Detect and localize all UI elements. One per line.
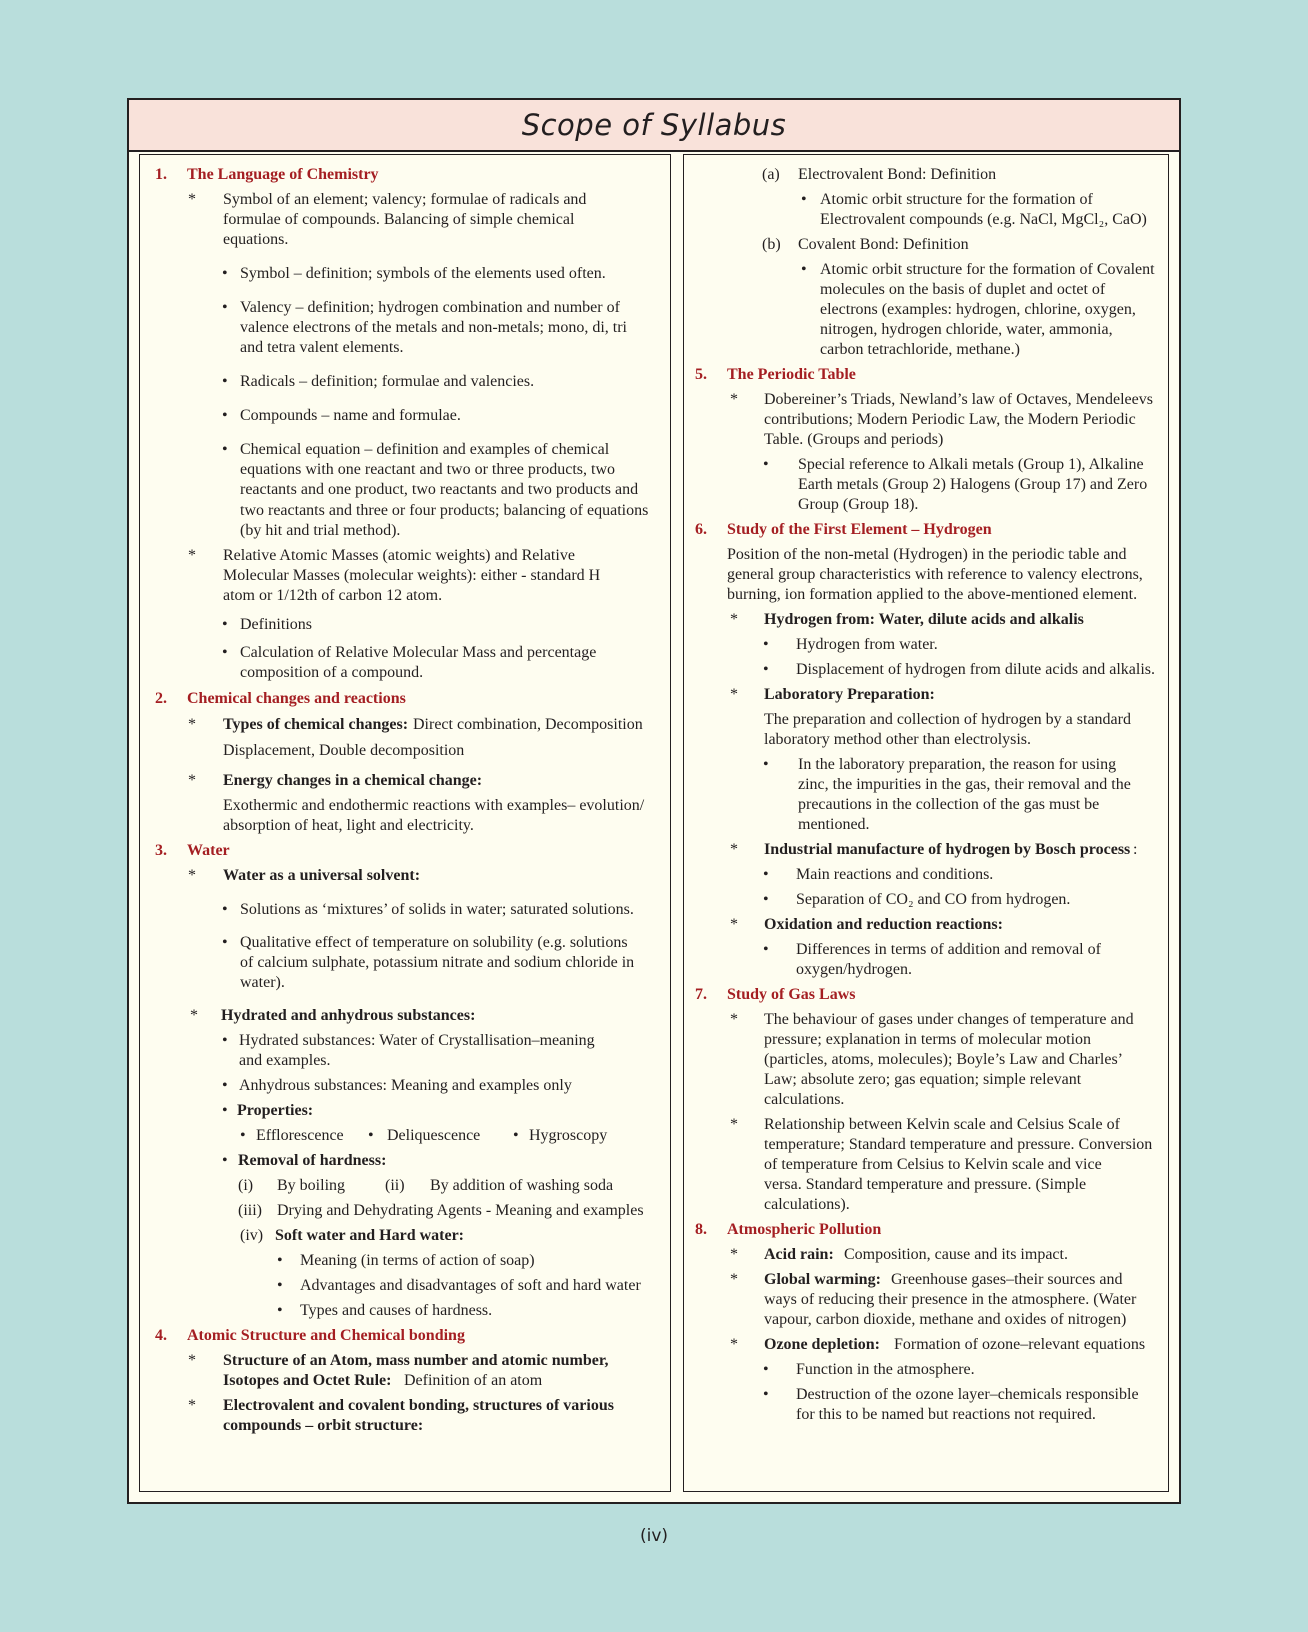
right-asterisk-icon: * — [730, 1116, 738, 1133]
right-bold-heading: Global warming: — [764, 1271, 881, 1288]
right-text-line: In the laboratory preparation, the reason for using — [798, 756, 1117, 773]
right-text-line: mentioned. — [798, 816, 870, 833]
left-asterisk-icon: * — [188, 191, 196, 208]
left-asterisk-icon: * — [188, 772, 196, 789]
right-text-line: Hydrogen from water. — [796, 636, 938, 653]
right-text-line: general group characteristics with reference to valency electrons, — [727, 566, 1143, 583]
right-bullet-icon: • — [763, 941, 769, 958]
left-text-line: Displacement, Double decomposition — [223, 742, 465, 759]
right-text-line: zinc, the impurities in the gas, their removal and the — [798, 776, 1131, 793]
right-section-heading: Study of the First Element – Hydrogen — [727, 521, 992, 538]
left-bullet-icon: • — [222, 441, 228, 458]
right-text-line: The behaviour of gases under changes of temperature and — [764, 1011, 1134, 1028]
right-bold-heading: Acid rain: — [764, 1246, 834, 1263]
left-text-line: Qualitative effect of temperature on solubility (e.g. solutions — [240, 934, 628, 951]
right-asterisk-icon: * — [730, 1336, 738, 1353]
left-asterisk-icon: * — [188, 867, 196, 884]
right-asterisk-icon: * — [730, 686, 738, 703]
right-text-line: Greenhouse gases–their sources and — [891, 1271, 1123, 1288]
right-text-line: Differences in terms of addition and removal of — [796, 941, 1101, 958]
left-text-line: Molecular Masses (molecular weights): either - standard H — [223, 567, 601, 584]
left-asterisk-icon: * — [188, 1397, 196, 1414]
left-section-heading: Atomic Structure and Chemical bonding — [187, 1327, 465, 1344]
left-section-heading: The Language of Chemistry — [187, 166, 379, 183]
left-section-heading: 1. — [155, 166, 167, 183]
right-text-line: carbon tetrachloride, methane.) — [820, 341, 1020, 358]
left-text-line: (iv) — [240, 1227, 264, 1244]
right-text-line: ways of reducing their presence in the atmosphere. (Water — [764, 1291, 1137, 1308]
right-text-line: The preparation and collection of hydrogen by a standard — [764, 711, 1131, 728]
right-bullet-icon: • — [763, 1361, 769, 1378]
left-text-line: atom or 1/12th of carbon 12 atom. — [223, 587, 443, 604]
left-text-line: Relative Atomic Masses (atomic weights) and Relative — [223, 547, 575, 564]
left-section-heading: 3. — [155, 842, 167, 859]
left-bullet-icon: • — [222, 265, 228, 282]
right-text-line: Displacement of hydrogen from dilute acids and alkalis. — [796, 661, 1156, 678]
right-bullet-icon: • — [763, 756, 769, 773]
left-asterisk-icon: * — [190, 1007, 198, 1024]
right-column-content — [684, 155, 1168, 1491]
left-text-line: Hygroscopy — [529, 1127, 608, 1144]
right-text-line: Composition, cause and its impact. — [844, 1246, 1068, 1263]
left-column-content — [140, 155, 670, 1491]
right-text-line: calculations). — [764, 1196, 850, 1213]
right-text-line: Covalent Bond: Definition — [798, 236, 969, 253]
right-bullet-icon: • — [763, 866, 769, 883]
right-text-line: oxygen/hydrogen. — [796, 961, 912, 978]
left-bold-heading: Soft water and Hard water: — [275, 1227, 465, 1244]
left-text-line: (iii) — [238, 1202, 262, 1219]
left-text-line: Chemical equation – definition and examples of chemical — [240, 441, 610, 458]
left-bullet-icon: • — [222, 901, 228, 918]
right-text-line: contributions; Modern Periodic Law, the Modern Periodic — [764, 411, 1136, 428]
right-text-line: (a) — [762, 166, 780, 183]
right-bold-heading: Laboratory Preparation: — [764, 686, 935, 703]
left-bold-heading: Types of chemical changes: — [223, 716, 409, 733]
right-text-line: Destruction of the ozone layer–chemicals responsible — [796, 1386, 1139, 1403]
right-section-heading: Atmospheric Pollution — [727, 1221, 882, 1238]
left-text-line: Symbol – definition; symbols of the elements used often. — [240, 265, 606, 282]
right-text-line: vapour, carbon dioxide, methane and oxides of nitrogen) — [764, 1311, 1127, 1328]
right-asterisk-icon: * — [730, 611, 738, 628]
left-bold-heading: Hydrated and anhydrous substances: — [221, 1007, 476, 1024]
left-column — [139, 154, 671, 1492]
left-bullet-icon: • — [368, 1127, 374, 1144]
title-bar — [129, 100, 1179, 152]
right-text-line: precautions in the collection of the gas must be — [798, 796, 1100, 813]
left-text-line: Types and causes of hardness. — [300, 1302, 493, 1319]
left-section-heading: Chemical changes and reactions — [187, 690, 406, 707]
left-text-line: Hydrated substances: Water of Crystallisation–meaning — [239, 1032, 595, 1049]
left-bullet-icon: • — [277, 1277, 283, 1294]
left-text-line: equations with one reactant and two or three products, two — [240, 461, 615, 478]
right-asterisk-icon: * — [730, 916, 738, 933]
left-text-line: valence electrons of the metals and non-metals; mono, di, tri — [240, 319, 627, 336]
right-asterisk-icon: * — [730, 1246, 738, 1263]
left-text-line: (ii) — [385, 1177, 405, 1194]
left-bold-heading: Removal of hardness: — [238, 1152, 387, 1169]
left-text-line: (by hit and trial method). — [240, 522, 401, 539]
right-text-line: calculations. — [764, 1091, 845, 1108]
left-text-line: Advantages and disadvantages of soft and hard water — [300, 1277, 641, 1294]
right-text-line: temperature; Standard temperature and pressure. Conversion — [764, 1136, 1153, 1153]
left-text-line: Exothermic and endothermic reactions with examples– evolution/ — [223, 797, 645, 814]
right-text-line: Relationship between Kelvin scale and Celsius Scale of — [764, 1116, 1120, 1133]
left-text-line: Direct combination, Decomposition — [413, 716, 643, 733]
right-text-line: for this to be named but reactions not required. — [796, 1406, 1096, 1423]
left-bullet-icon: • — [222, 407, 228, 424]
right-bullet-icon: • — [763, 636, 769, 653]
right-bold-heading: Hydrogen from: Water, dilute acids and alkalis — [764, 611, 1084, 628]
left-asterisk-icon: * — [188, 547, 196, 564]
right-bold-heading: Ozone depletion: — [764, 1336, 880, 1353]
right-bullet-icon: • — [763, 661, 769, 678]
left-section-heading: 2. — [155, 690, 167, 707]
left-text-line: Drying and Dehydrating Agents - Meaning and examples — [277, 1202, 644, 1219]
right-section-heading: 6. — [695, 521, 707, 538]
right-text-line: of temperature from Celsius to Kelvin scale and vice — [764, 1156, 1102, 1173]
left-bold-heading: Isotopes and Octet Rule: — [223, 1372, 392, 1389]
left-text-line: Symbol of an element; valency; formulae of radicals and — [223, 191, 587, 208]
right-text-line: Main reactions and conditions. — [796, 866, 994, 883]
left-text-line: Anhydrous substances: Meaning and examples only — [239, 1077, 572, 1094]
left-bullet-icon: • — [222, 1102, 228, 1119]
right-asterisk-icon: * — [730, 1271, 738, 1288]
left-text-line: Compounds – name and formulae. — [240, 407, 461, 424]
page-title: Scope of Syllabus — [521, 108, 787, 142]
right-text-line: Special reference to Alkali metals (Group 1), Alkaline — [798, 456, 1144, 473]
left-bullet-icon: • — [222, 934, 228, 951]
left-bullet-icon: • — [222, 644, 228, 661]
right-text-line: : — [1133, 841, 1138, 858]
left-text-line: By boiling — [277, 1177, 346, 1194]
left-section-heading: Water — [187, 842, 230, 859]
left-text-line: Deliquescence — [387, 1127, 481, 1144]
left-text-line: (i) — [238, 1177, 254, 1194]
left-text-line: of calcium sulphate, potassium nitrate and sodium chloride in — [240, 954, 635, 971]
right-section-heading: Study of Gas Laws — [727, 986, 856, 1003]
right-text-line: Atomic orbit structure for the formation of Covalent — [820, 261, 1155, 278]
right-text-line: laboratory method other than electrolysis. — [764, 731, 1032, 748]
left-bold-heading: Structure of an Atom, mass number and atomic number, — [223, 1352, 609, 1369]
left-bold-heading: Properties: — [237, 1102, 314, 1119]
right-text-line: (b) — [762, 236, 781, 253]
right-asterisk-icon: * — [730, 841, 738, 858]
right-text-line: Electrovalent Bond: Definition — [798, 166, 997, 183]
right-text-line: molecules on the basis of duplet and octet of — [820, 281, 1106, 298]
right-bullet-icon: • — [801, 261, 807, 278]
right-section-heading: The Periodic Table — [727, 366, 856, 383]
right-text-line: Function in the atmosphere. — [796, 1361, 975, 1378]
left-bullet-icon: • — [222, 299, 228, 316]
left-text-line: equations. — [223, 231, 289, 248]
right-text-line: Law; absolute zero; gas equation; simple relevant — [764, 1071, 1082, 1088]
left-text-line: Definition of an atom — [404, 1372, 543, 1389]
right-column — [683, 154, 1169, 1492]
left-text-line: Radicals – definition; formulae and valencies. — [240, 373, 535, 390]
right-text-line: Separation of CO₂ and CO from hydrogen. — [796, 891, 1071, 908]
right-section-heading: 7. — [695, 986, 707, 1003]
left-bold-heading: Electrovalent and covalent bonding, structures of various — [223, 1397, 614, 1414]
left-text-line: water). — [240, 974, 285, 991]
right-asterisk-icon: * — [730, 391, 738, 408]
right-text-line: (particles, atoms, molecules); Boyle’s Law and Charles’ — [764, 1051, 1124, 1068]
left-text-line: reactants and one product, two reactants and two products and — [240, 481, 639, 498]
left-text-line: and examples. — [239, 1052, 331, 1069]
right-text-line: Formation of ozone–relevant equations — [894, 1336, 1146, 1353]
left-text-line: Valency – definition; hydrogen combination and number of — [240, 299, 620, 316]
left-bold-heading: compounds – orbit structure: — [223, 1417, 424, 1434]
left-text-line: Meaning (in terms of action of soap) — [300, 1252, 535, 1269]
right-text-line: versa. Standard temperature and pressure. (Simple — [764, 1176, 1087, 1193]
right-text-line: Earth metals (Group 2) Halogens (Group 17) and Zero — [798, 476, 1148, 493]
right-bold-heading: Industrial manufacture of hydrogen by Bosch process — [764, 841, 1131, 858]
right-text-line: Table. (Groups and periods) — [764, 431, 944, 448]
right-bold-heading: Oxidation and reduction reactions: — [764, 916, 1003, 933]
right-bullet-icon: • — [763, 1386, 769, 1403]
right-bullet-icon: • — [763, 456, 769, 473]
page-number: (iv) — [639, 1526, 669, 1546]
left-bullet-icon: • — [222, 1077, 228, 1094]
left-bullet-icon: • — [222, 373, 228, 390]
left-asterisk-icon: * — [188, 716, 196, 733]
right-text-line: burning, ion formation applied to the above-mentioned element. — [727, 586, 1138, 603]
right-section-heading: 8. — [695, 1221, 707, 1238]
right-text-line: Atomic orbit structure for the formation of — [820, 191, 1093, 208]
left-bullet-icon: • — [277, 1252, 283, 1269]
left-bullet-icon: • — [222, 616, 228, 633]
left-bullet-icon: • — [513, 1127, 519, 1144]
left-text-line: two reactants and three or four products; balancing of equations — [240, 502, 649, 519]
left-bullet-icon: • — [222, 1152, 228, 1169]
right-text-line: Group (Group 18). — [798, 496, 919, 513]
left-section-heading: 4. — [155, 1327, 167, 1344]
left-text-line: formulae of compounds. Balancing of simple chemical — [223, 211, 575, 228]
left-bullet-icon: • — [240, 1127, 246, 1144]
right-bullet-icon: • — [763, 891, 769, 908]
right-bullet-icon: • — [801, 191, 807, 208]
right-text-line: nitrogen, hydrogen chloride, water, ammonia, — [820, 321, 1113, 338]
right-asterisk-icon: * — [730, 1011, 738, 1028]
left-bold-heading: Water as a universal solvent: — [223, 867, 421, 884]
left-text-line: Efflorescence — [256, 1127, 344, 1144]
left-text-line: composition of a compound. — [240, 664, 424, 681]
right-text-line: electrons (examples: hydrogen, chlorine, oxygen, — [820, 301, 1136, 318]
left-asterisk-icon: * — [188, 1352, 196, 1369]
syllabus-frame — [127, 98, 1181, 1504]
right-section-heading: 5. — [695, 366, 707, 383]
left-bullet-icon: • — [222, 1032, 228, 1049]
left-bullet-icon: • — [277, 1302, 283, 1319]
right-text-line: Position of the non-metal (Hydrogen) in the periodic table and — [727, 546, 1127, 563]
right-text-line: Electrovalent compounds (e.g. NaCl, MgCl₂, CaO) — [820, 211, 1147, 228]
left-text-line: Solutions as ‘mixtures’ of solids in water; saturated solutions. — [240, 901, 634, 918]
left-text-line: absorption of heat, light and electricity. — [223, 817, 474, 834]
right-text-line: Dobereiner’s Triads, Newland’s law of Octaves, Mendeleevs — [764, 391, 1153, 408]
left-text-line: Definitions — [240, 616, 312, 633]
left-text-line: By addition of washing soda — [430, 1177, 614, 1194]
left-text-line: Calculation of Relative Molecular Mass and percentage — [240, 644, 597, 661]
right-text-line: pressure; explanation in terms of molecular motion — [764, 1031, 1092, 1048]
left-bold-heading: Energy changes in a chemical change: — [223, 772, 483, 789]
left-text-line: and tetra valent elements. — [240, 339, 404, 356]
